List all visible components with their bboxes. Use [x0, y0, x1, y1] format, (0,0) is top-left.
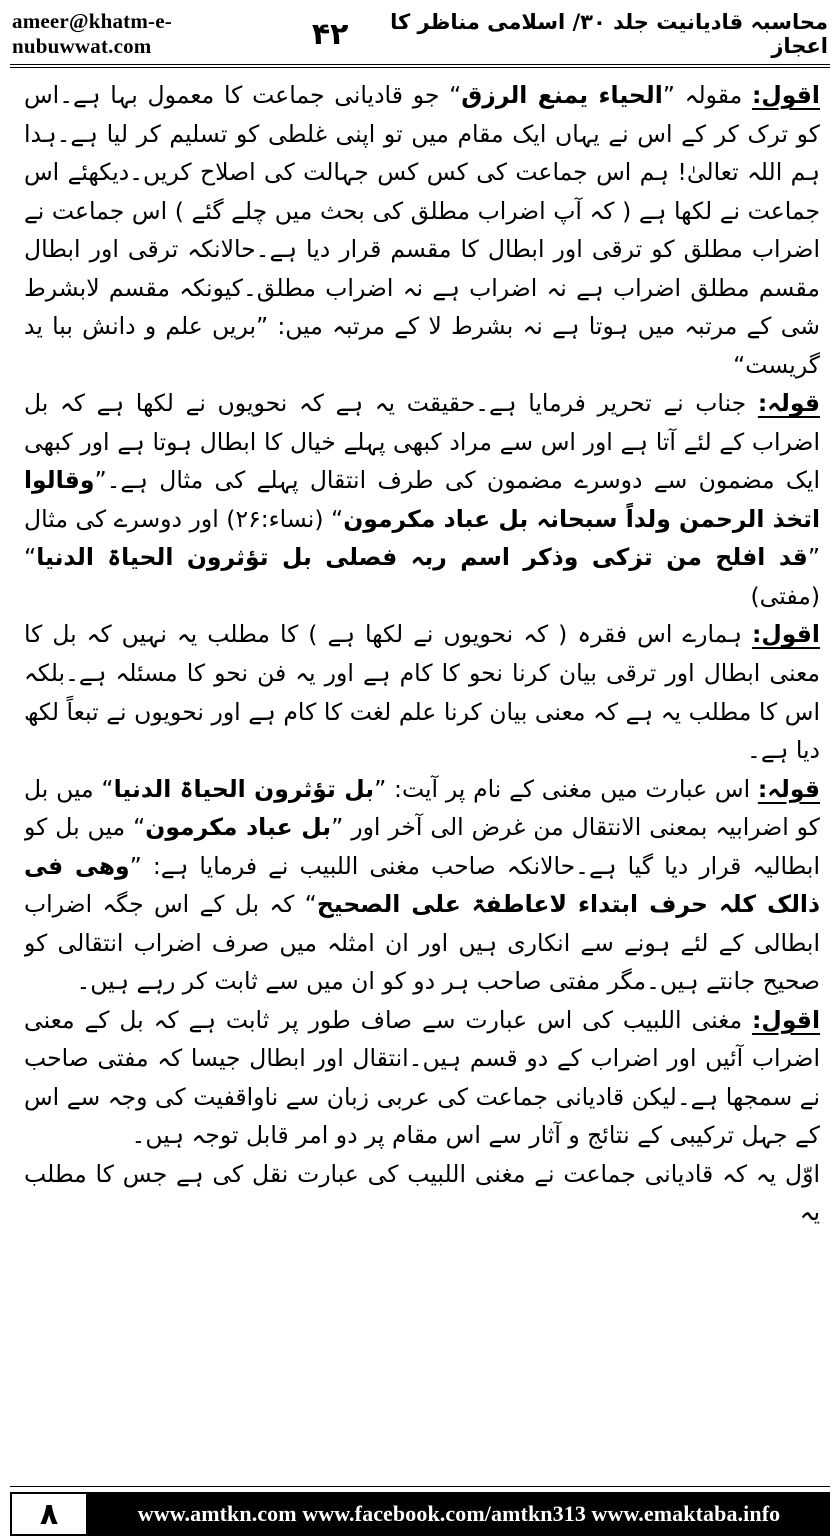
page-header — [12, 6, 828, 62]
body-text: “ (مفتی) — [24, 543, 820, 610]
page-body — [24, 76, 820, 1471]
body-text: اوّل یہ کہ قادیانی جماعت نے مغنی اللبیب کی عبارت نقل کی ہے جس کا مطلب یہ — [24, 1159, 820, 1227]
arabic-quote: وھی فی ذالک کلہ حرف ابتداء لاعاطفۃ علی الصحیح — [24, 851, 820, 919]
paragraph-label: قولہ: — [757, 389, 820, 418]
paragraph-label: اقول: — [752, 1005, 820, 1034]
volume-number: ۸ — [10, 1492, 88, 1536]
paragraph-label: اقول: — [752, 81, 820, 109]
header-email: ameer@khatm-e-nubuwwat.com — [12, 9, 172, 58]
paragraph-label: قولہ: — [757, 774, 820, 803]
footer-links: www.amtkn.com www.facebook.com/amtkn313 www.emaktaba.info — [137, 1501, 781, 1526]
header-divider — [10, 64, 830, 68]
body-text: جناب نے تحریر فرمایا ہے۔حقیقت یہ ہے کہ نحویوں نے لکھا ہے کہ بل اضراب کے لئے آتا ہے اور اس سے مراد کبھی پہلے خیال کا ابطال ہوتا ہے اور کبھی ایک مضمون سے دوسرے مضمون کی طرف انتقال پہلے کی مثال ہے۔” — [24, 389, 820, 495]
arabic-quote: بل تؤثرون الحیاۃ الدنیا — [113, 774, 375, 803]
body-text: ہمارے اس فقرہ ( کہ نحویوں نے لکھا ہے ) کا مطلب یہ نہیں کہ بل کا معنی ابطال اور ترقی بیان کرنا نحو کا کام ہے اور یہ فن نحو کا مسئلہ ہے۔بلکہ اس کا مطلب یہ ہے کہ معنی بیان کرنا علم لغت کا کام ہے اور نحویوں نے تبعاً لکھ دیا ہے۔ — [24, 620, 820, 765]
body-text: “ جو قادیانی جماعت کا معمول بہا ہے۔اس کو ترک کر کے اس نے یہاں ایک مقام میں تو اپنی غلطی کو تسلیم کر لیا ہے۔ہدا ہم اللہ تعالیٰ! ہم اس جماعت کی کس کس جہالت کی اصلاح کریں۔دیکھئے اس جماعت نے لکھا ہے ( کہ آپ اضراب مطلق کی بحث میں چلے گئے ) اس جماعت نے اضراب مطلق کو ترقی اور ابطال کا مقسم قرار دیا ہے۔حالانکہ ترقی اور ابطال مقسم مطلق اضراب ہے نہ اضراب ہے نہ اضراب مطلق۔کیونکہ مقسم لابشرط شی کے مرتبہ میں ہوتا ہے نہ بشرط لا کے مرتبہ میں: ”بریں علم و دانش ببا ید گریست“ — [24, 81, 820, 379]
body-text: “ میں بل کو ابطالیہ قرار دیا گیا ہے۔حالانکہ صاحب مغنی اللبیب نے فرمایا ہے: ” — [24, 813, 820, 880]
paragraph — [24, 1155, 820, 1232]
paragraph — [24, 770, 820, 1001]
arabic-quote: بل عباد مکرمون — [145, 813, 332, 842]
page-number: ۴۲ — [311, 16, 349, 52]
body-text: اس عبارت میں مغنی کے نام پر آیت: ” — [374, 774, 751, 803]
body-text: “ کہ بل کے اس جگہ اضراب ابطالی کے لئے ہونے سے انکاری ہیں اور ان امثلہ میں صرف اضراب انتقالی کو صحیح جانتے ہیں۔مگر مفتی صاحب ہر دو کو ان میں سے ثابت کر رہے ہیں۔ — [24, 890, 820, 996]
page-footer — [10, 1492, 830, 1536]
header-left — [12, 9, 348, 59]
paragraph-label: اقول: — [752, 620, 820, 649]
paragraph — [24, 76, 820, 384]
body-text: مقولہ ” — [662, 81, 743, 109]
arabic-quote: قد افلح من تزکی وذکر اسم ربہ فصلی بل تؤثرون الحیاۃ الدنیا — [36, 543, 808, 572]
paragraph — [24, 1001, 820, 1155]
arabic-quote: وقالوا اتخذ الرحمن ولداً سبحانہ بل عباد مکرمون — [24, 466, 820, 533]
arabic-quote: الحیاء یمنع الرزق — [461, 81, 663, 109]
body-text: “ میں بل کو اضرابیہ بمعنی الانتقال من غرض الی آخر اور ” — [24, 774, 820, 842]
body-text: مغنی اللبیب کی اس عبارت سے صاف طور پر ثابت ہے کہ بل کے معنی اضراب آئیں اور اضراب کے دو قسم ہیں۔انتقال اور ابطال جیسا کہ مفتی صاحب نے سمجھا ہے۔لیکن قادیانی جماعت کی عربی زبان سے ناواقفیت کی وجہ سے اس کے جہل ترکیبی کے نتائج و آثار سے اس مقام پر دو امر قابل توجہ ہیں۔ — [24, 1005, 820, 1150]
footer-divider — [10, 1486, 830, 1487]
paragraph — [24, 384, 820, 615]
paragraph — [24, 615, 820, 769]
book-title: محاسبہ قادیانیت جلد ۳۰/ اسلامی مناظر کا اعجاز — [390, 10, 828, 58]
body-text: “ (نساء:۲۶) اور دوسرے کی مثال ” — [24, 504, 820, 572]
